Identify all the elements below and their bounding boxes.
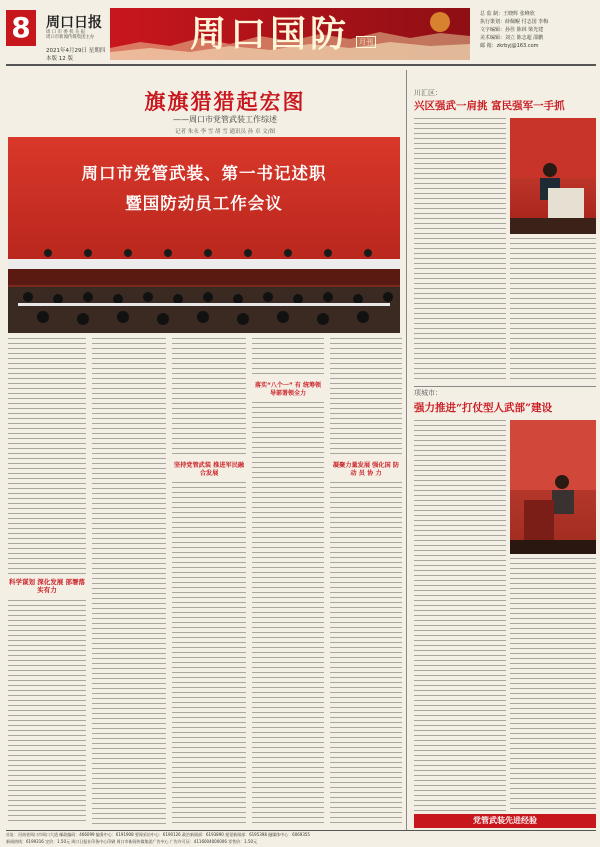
col1-text-a — [8, 338, 86, 574]
bottom-info-line2: 新闻热线：6199316 定价：1.50元 周口日报社印务中心印刷 周口市新闻传媒集团广告中心 广告许可证：4116004000006 零售价：1.50元 — [6, 839, 258, 844]
side1-text-b — [510, 238, 596, 380]
paper-name: 周口日报 — [46, 15, 102, 31]
col3-text-b — [172, 482, 246, 825]
credits-block — [480, 10, 596, 50]
header-banner — [110, 8, 470, 60]
paper-date: 2021年4月29日 星期四 — [46, 48, 106, 54]
main-side-divider — [406, 70, 407, 830]
side-divider-1 — [414, 386, 596, 387]
main-byline: 记者 朱永 李 雪 胡 雪 通讯员 孙 卓 文/图 — [174, 129, 276, 135]
col3-text — [172, 338, 246, 458]
section1-title: 科学谋划 深化发展 部署落实有力 — [8, 578, 86, 594]
side1-headline: 兴区强武一肩挑 富民强军一手抓 — [414, 100, 565, 112]
side1-kicker: 川汇区： — [414, 89, 442, 97]
credit-line: 总 监 制：王晓辉 张峰欣 — [480, 11, 535, 17]
side1-text-a — [414, 118, 506, 380]
podium-graphic — [510, 420, 596, 554]
side2-photo — [510, 420, 596, 554]
speaker-graphic — [510, 118, 596, 234]
photo-banner-line1: 周口市党管武装、第一书记述职 — [81, 164, 327, 183]
banner-tag: 月刊 — [356, 36, 376, 48]
credit-line: 文字编辑：孙佳 陈林 梁光建 — [480, 27, 544, 33]
col5-text — [330, 338, 402, 458]
side2-headline: 强力推进“打仗型人武部”建设 — [414, 402, 553, 414]
footer-banner: 党管武装先进经验 — [414, 814, 596, 828]
credit-line: 执行策划：薛佩鲲 付志国 李梅 — [480, 19, 549, 25]
bottom-divider — [6, 830, 596, 831]
side2-text-a — [414, 420, 506, 812]
credit-line: 邮 箱：zkrbyj@163.com — [480, 43, 539, 49]
section2-title: 凝聚力量发展 强化国 防 动 员 协 力 — [332, 462, 400, 477]
main-headline: 旗旗猎猎起宏图 — [144, 89, 306, 114]
credit-line: 美术编辑：刘立 陈志超 邵鹏 — [480, 35, 544, 41]
bottom-info-line1: 社址：河南省周口市周口大道 邮政编码：466099 编务中心：6191908 要闻采访中心：6190126 政治新闻部：6193890 视觉新闻部：6195398 融媒体中心：6069355 — [6, 832, 310, 837]
audience-graphic — [8, 137, 400, 333]
side1-photo — [510, 118, 596, 234]
col4-text — [252, 338, 324, 378]
col2-text — [92, 338, 166, 825]
col4-text-b — [252, 402, 324, 825]
paper-edition: 本版 12 版 — [46, 56, 73, 62]
photo-banner-line2: 暨国防动员工作会议 — [125, 194, 283, 213]
page-number-box: 8 — [6, 10, 36, 46]
section3-title: 坚持党管武装 推进军民融合发展 — [173, 462, 245, 477]
banner-title: 周口国防 — [190, 13, 351, 55]
mid-pullquote: 落实“八个一” 有 统筹领导部署领全力 — [254, 382, 322, 397]
main-subhead: ——周口市党管武装工作综述 — [173, 115, 277, 124]
side2-kicker: 项城市： — [414, 389, 442, 397]
header-divider — [6, 64, 596, 66]
side2-text-b — [510, 558, 596, 812]
paper-small: 周 口 市 委 机 关 报 周口市新闻传媒集团主办 — [46, 30, 95, 40]
col1-text-b — [8, 600, 86, 825]
conference-photo — [8, 137, 400, 333]
col5-text-b — [330, 482, 402, 825]
